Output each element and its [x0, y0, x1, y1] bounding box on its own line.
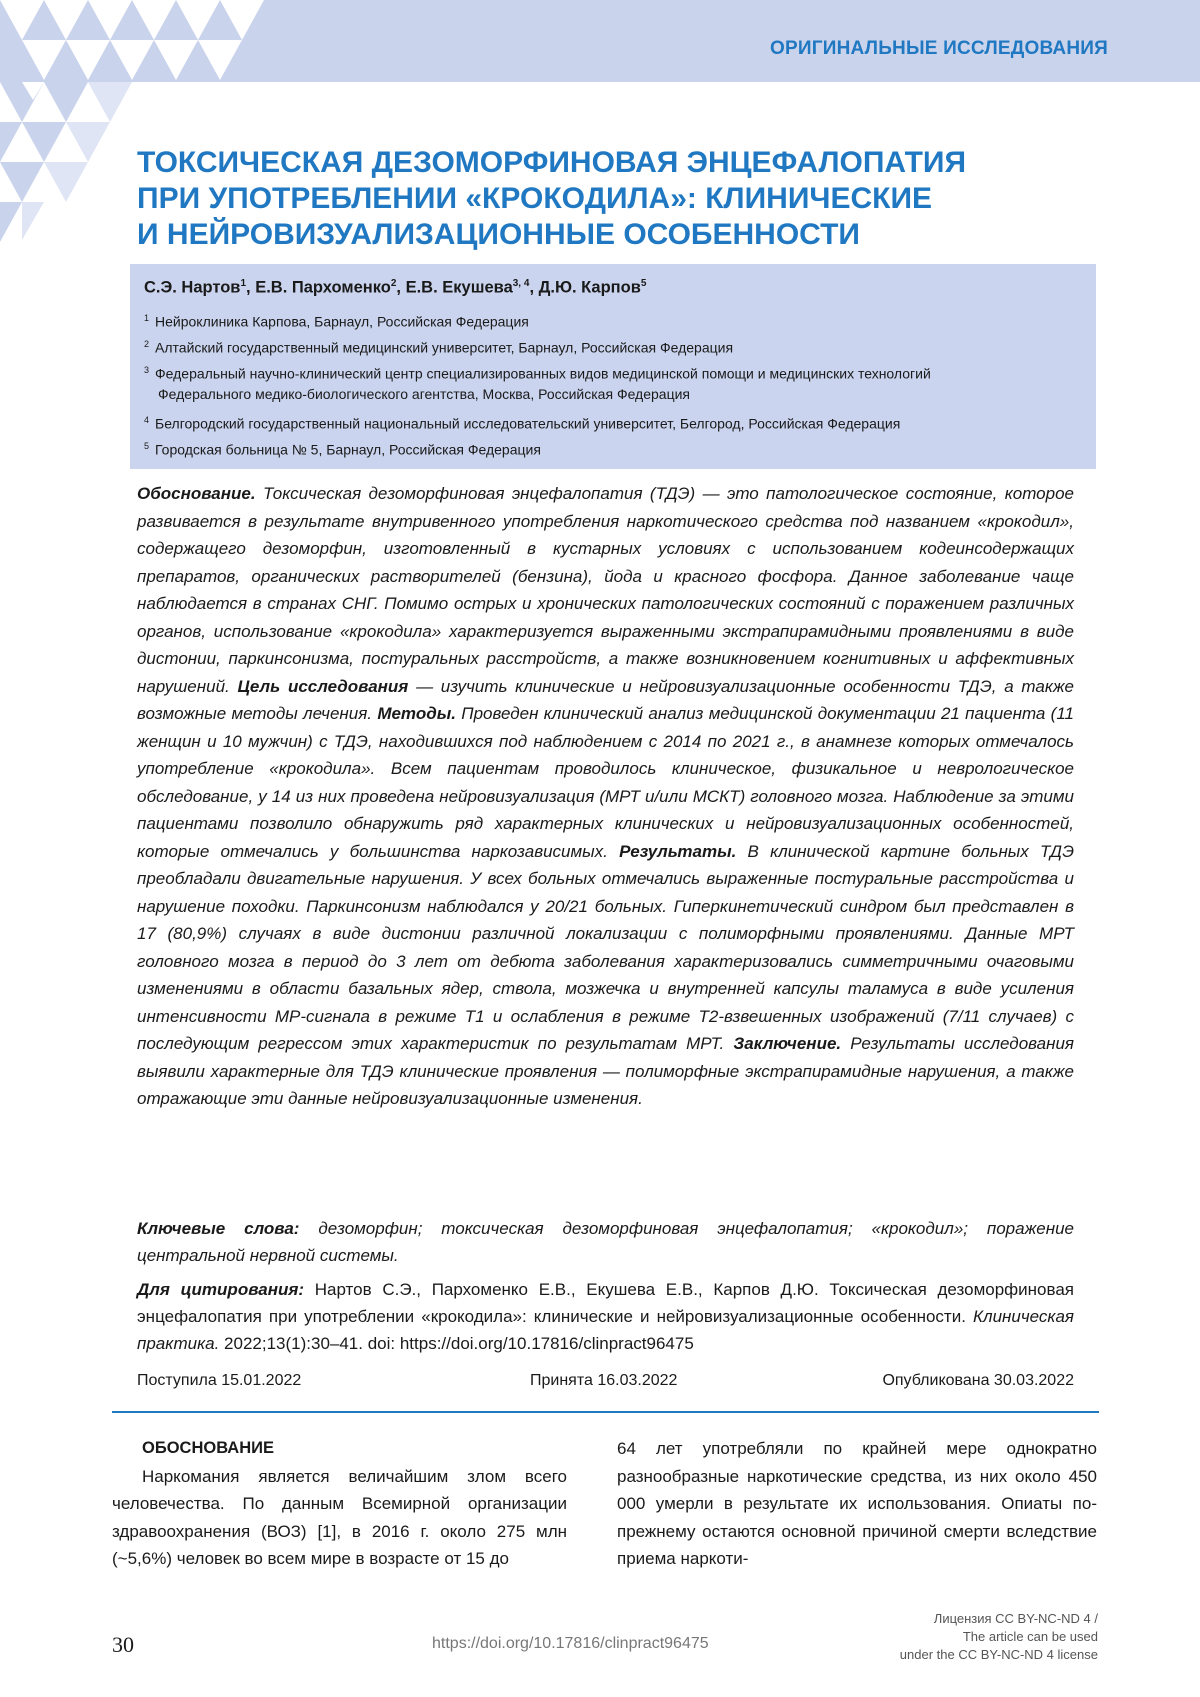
- affiliation-text: Федеральный научно-клинический центр специализированных видов медицинской помощи и медицинских технологий: [155, 365, 931, 382]
- affiliation-text-cont: Федерального медико-биологического агентства, Москва, Российская Федерация: [158, 385, 691, 402]
- author-sup: 2: [390, 278, 397, 289]
- author-sup: 1: [240, 278, 247, 289]
- body-paragraph: 64 лет употребляли по крайней мере однократно разнообразные наркотические средства, из них около 450 000 умерли в результате их использования. Опиаты по-прежнему остаются основной причиной смерти вследствие приема наркоти-: [617, 1439, 1097, 1568]
- abstract-text: Проведен клинический анализ медицинской документации 21 пациента (11 женщин и 10 мужчин) с ТДЭ, находившихся под наблюдением с 2014 по 2021 г., в анамнезе которых отмечалось употребление «крокодила». Всем пациентам проводилось клиническое, физикальное и неврологическое обследование, у 14 из них проведена нейровизуализация (МРТ и/или МСКТ) головного мозга. Наблюдение за этими пациентами позволило обнаружить ряд характерных клинических и нейровизуализационных особенностей, которые отмечались у большинства наркозависимых.: [137, 704, 1074, 861]
- page-number: 30: [112, 1632, 134, 1657]
- author-sup: 3, 4: [512, 278, 530, 289]
- title-line: ПРИ УПОТРЕБЛЕНИИ «КРОКОДИЛА»: КЛИНИЧЕСКИЕ: [137, 182, 933, 215]
- abstract: [137, 480, 1074, 1113]
- abstract-heading: Цель исследования: [237, 676, 409, 696]
- citation: [137, 1276, 1074, 1357]
- citation-journal: Клиническая практика.: [137, 1307, 1074, 1353]
- date-published: Опубликована 30.03.2022: [882, 1372, 1074, 1389]
- keywords-text: дезоморфин; токсическая дезоморфиновая энцефалопатия; «крокодил»; поражение центральной нервной системы.: [137, 1219, 1074, 1265]
- affiliation-text: Нейроклиника Карпова, Барнаул, Российская Федерация: [155, 313, 529, 330]
- affiliation-num: 5: [144, 441, 150, 451]
- citation-ref: 2022;13(1):30–41. doi: https://doi.org/10.17816/clinpract96475: [219, 1334, 694, 1353]
- affiliation-num: 4: [144, 415, 150, 425]
- footer-doi[interactable]: https://doi.org/10.17816/clinpract96475: [432, 1635, 709, 1652]
- affiliation-text: Белгородский государственный национальный исследовательский университет, Белгород, Российская Федерация: [155, 415, 901, 432]
- keywords-label: Ключевые слова:: [137, 1219, 300, 1238]
- license-note: [900, 1610, 1098, 1664]
- author-list: С.Э. Нартов$^1$, Е.В. Пархоменко$^2$, Е.В. Екушева$^{3, 4}$, Д.Ю. Карпов$^5$: [144, 278, 647, 297]
- abstract-heading: Заключение.: [733, 1034, 842, 1053]
- affiliation: [144, 308, 1084, 332]
- affiliation-num: 2: [144, 339, 150, 349]
- date-accepted: Принята 16.03.2022: [530, 1372, 678, 1389]
- body-column-left: [112, 1435, 567, 1573]
- authors-box: [130, 264, 1096, 469]
- license-line: The article can be used: [962, 1629, 1098, 1644]
- section-heading: ОБОСНОВАНИЕ: [142, 1439, 274, 1457]
- citation-text: Нартов С.Э., Пархоменко Е.В., Екушева Е.В., Карпов Д.Ю. Токсическая дезоморфиновая энцефалопатия при употреблении «крокодила»: клинические и нейровизуализационные особенности.: [137, 1280, 1074, 1326]
- abstract-heading: Результаты.: [619, 841, 737, 861]
- affiliation: [144, 334, 1084, 358]
- abstract-text: В клинической картине больных ТДЭ преобладали двигательные нарушения. У всех больных отмечались выраженные постуральные расстройства и нарушение походки. Паркинсонизм наблюдался у 20/21 больных. Гиперкинетический синдром был представлен в 17 (80,9%) случаях в виде дистонии различной локализации с полиморфными проявлениями. Данные МРТ головного мозга в период до 3 лет от дебюта заболевания характеризовались симметричными очаговыми изменениями в области базальных ядер, ствола, мозжечка и внутренней капсулы таламуса в виде усиления интенсивности МР-сигнала в режиме Т1 и ослабления в режиме Т2-взвешенных изображений (7/11 случаев) с последующим регрессом этих характеристик по результатам МРТ.: [137, 841, 1074, 1053]
- affiliation: [144, 410, 1084, 434]
- author-name: Д.Ю. Карпов: [538, 278, 641, 297]
- abstract-text: — изучить клинические и нейровизуализационные особенности ТДЭ, а также возможные методы лечения.: [137, 676, 1074, 723]
- citation-label: Для цитирования:: [137, 1280, 305, 1299]
- keywords: [137, 1215, 1074, 1269]
- affiliation-num: 3: [144, 365, 150, 375]
- author-name: Е.В. Екушева: [405, 278, 513, 297]
- affiliation-num: 1: [144, 313, 150, 323]
- body-column-right: [617, 1435, 1097, 1573]
- abstract-text: Токсическая дезоморфиновая энцефалопатия (ТДЭ) — это патологическое состояние, которое развивается в результате внутривенного употребления наркотического средства под названием «крокодил», содержащего дезоморфин, изготовленный в кустарных условиях с использованием кодеинсодержащих препаратов, органических растворителей (бензина), йода и красного фосфора. Данное заболевание чаще наблюдается в странах СНГ. Помимо острых и хронических патологических состояний с поражением различных органов, использование «крокодила» характеризуется выраженными экстрапирамидными проявлениями в виде дистонии, паркинсонизма, постуральных расстройств, а также возникновением когнитивных и аффективных нарушений.: [137, 484, 1074, 696]
- title-line: ТОКСИЧЕСКАЯ ДЕЗОМОРФИНОВАЯ ЭНЦЕФАЛОПАТИЯ: [137, 146, 967, 179]
- divider: [112, 1411, 1099, 1413]
- article-title: [137, 145, 1097, 253]
- abstract-text: Результаты исследования выявили характерные для ТДЭ клинические проявления — полиморфные экстрапирамидные нарушения, а также отражающие эти данные нейровизуализационные изменения.: [137, 1034, 1074, 1108]
- affiliation-text: Городская больница № 5, Барнаул, Российская Федерация: [155, 441, 541, 458]
- title-line: И НЕЙРОВИЗУАЛИЗАЦИОННЫЕ ОСОБЕННОСТИ: [137, 218, 860, 251]
- affiliation-text: Алтайский государственный медицинский университет, Барнаул, Российская Федерация: [155, 339, 734, 356]
- body-paragraph: Наркомания является величайшим злом всего человечества. По данным Всемирной организации здравоохранения (ВОЗ) [1], в 2016 г. около 275 млн (~5,6%) человек во всем мире в возрасте от 15 до: [112, 1466, 567, 1568]
- license-line: under the CC BY-NC-ND 4 license: [899, 1647, 1098, 1662]
- affiliation: [144, 360, 1084, 404]
- abstract-heading: Методы.: [377, 704, 456, 723]
- affiliation: [144, 436, 1084, 460]
- author-name: С.Э. Нартов: [144, 278, 241, 297]
- section-label: ОРИГИНАЛЬНЫЕ ИССЛЕДОВАНИЯ: [770, 38, 1108, 59]
- license-line: Лицензия CC BY-NC-ND 4 /: [933, 1611, 1098, 1626]
- author-name: Е.В. Пархоменко: [255, 278, 391, 297]
- date-received: Поступила 15.01.2022: [137, 1372, 302, 1389]
- abstract-heading: Обоснование.: [137, 484, 256, 503]
- author-sup: 5: [640, 278, 647, 289]
